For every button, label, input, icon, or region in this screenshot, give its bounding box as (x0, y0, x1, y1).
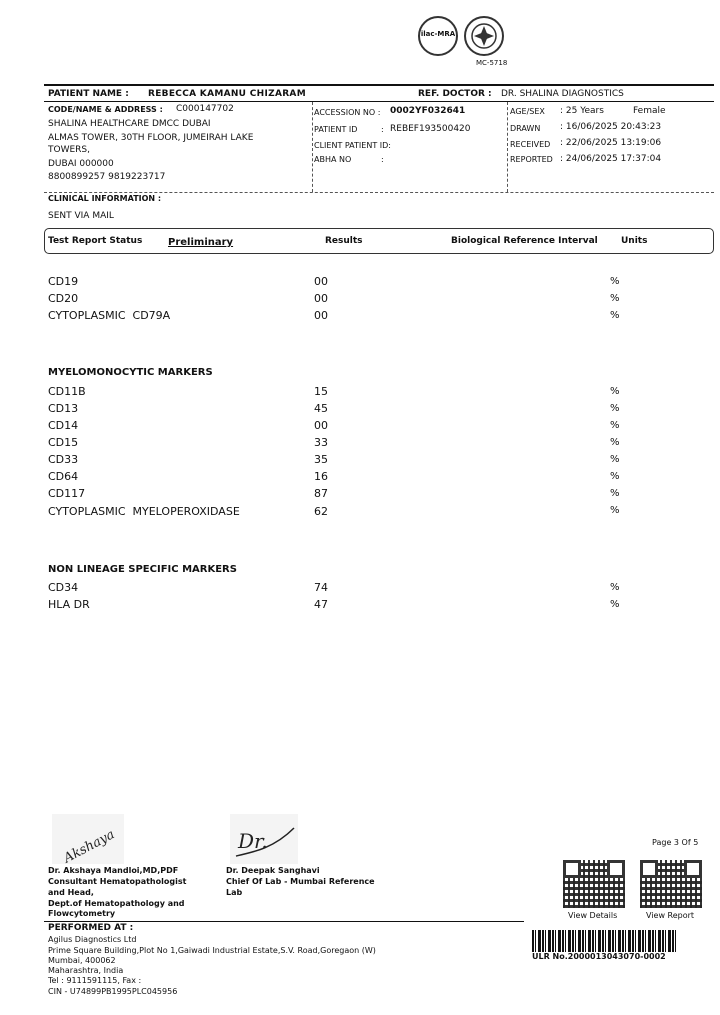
test-unit: % (610, 420, 620, 431)
status-value: Preliminary (168, 237, 234, 248)
test-unit: % (610, 599, 620, 610)
address-line-2: ALMAS TOWER, 30TH FLOOR, JUMEIRAH LAKE (48, 133, 254, 143)
units-header: Units (621, 236, 648, 246)
received-value: : 22/06/2025 13:19:06 (560, 138, 662, 148)
signatory-1-title-2: and Head, (48, 888, 94, 897)
test-unit: % (610, 386, 620, 397)
test-name: CD14 (48, 419, 79, 432)
patient-name-label: PATIENT NAME : (48, 89, 129, 99)
divider-v2 (507, 102, 508, 192)
performed-rule (44, 921, 524, 922)
test-result: 62 (314, 505, 328, 518)
view-report-link[interactable]: View Report (646, 911, 695, 920)
signatory-1-name: Dr. Akshaya Mandloi,MD,PDF (48, 866, 179, 875)
test-name: CD20 (48, 292, 79, 305)
signature-1 (52, 814, 124, 864)
reported-label: REPORTED (510, 155, 553, 164)
ref-doctor: DR. SHALINA DIAGNOSTICS (501, 89, 624, 99)
section-title-myelomonocytic: MYELOMONOCYTIC MARKERS (48, 367, 213, 378)
abha-label: ABHA NO (314, 155, 352, 164)
test-name: CD33 (48, 453, 79, 466)
signature-2 (230, 814, 298, 864)
drawn-value: : 16/06/2025 20:43:23 (560, 122, 662, 132)
test-result: 74 (314, 581, 328, 594)
nabl-logo (464, 16, 504, 56)
test-result: 35 (314, 453, 328, 466)
reported-value: : 24/06/2025 17:37:04 (560, 154, 662, 164)
divider-v1 (312, 102, 313, 192)
report-header-box (44, 228, 714, 254)
patient-id-value: REBEF193500420 (390, 124, 471, 134)
accession-label: ACCESSION NO : (314, 108, 381, 117)
address-line-4: DUBAI 000000 (48, 159, 114, 169)
received-label: RECEIVED (510, 140, 551, 149)
performed-line-2: Prime Square Building,Plot No 1,Gaiwadi Industrial Estate,S.V. Road,Goregaon (W) (48, 946, 376, 955)
test-result: 45 (314, 402, 328, 415)
address-line-5: 8800899257 9819223717 (48, 172, 166, 182)
accreditation-logo-text: ilac-MRA (420, 30, 456, 38)
test-name: CYTOPLASMIC CD79A (48, 309, 171, 322)
code-value: C000147702 (176, 104, 234, 114)
age-value: : 25 Years (560, 106, 604, 116)
signatory-2-name: Dr. Deepak Sanghavi (226, 866, 320, 875)
signatory-2-title-2: Lab (226, 888, 243, 897)
test-result: 33 (314, 436, 328, 449)
performed-line-5: Tel : 9111591115, Fax : (48, 976, 142, 985)
signatory-1-title-4: Flowcytometry (48, 909, 116, 918)
abha-sep: : (381, 155, 384, 164)
test-name: CD13 (48, 402, 79, 415)
ulr-number: ULR No.2000013043070-0002 (532, 952, 666, 961)
test-name: CYTOPLASMIC MYELOPEROXIDASE (48, 505, 240, 518)
test-result: 47 (314, 598, 328, 611)
signature-1-text: Akshaya (61, 827, 118, 864)
status-label: Test Report Status (48, 236, 143, 246)
test-unit: % (610, 403, 620, 414)
address-line-1: SHALINA HEALTHCARE DMCC DUBAI (48, 119, 211, 129)
ref-doctor-label: REF. DOCTOR : (418, 89, 492, 99)
test-name: CD11B (48, 385, 86, 398)
results-header: Results (325, 236, 363, 246)
test-unit: % (610, 454, 620, 465)
accreditation-logo (418, 16, 458, 56)
patient-id-label: PATIENT ID (314, 125, 358, 134)
age-sex-label: AGE/SEX (510, 107, 545, 116)
signatory-1-title-3: Dept.of Hematopathology and (48, 899, 185, 908)
drawn-label: DRAWN (510, 124, 541, 133)
test-unit: % (610, 293, 620, 304)
test-unit: % (610, 276, 620, 287)
performed-line-3: Mumbai, 400062 (48, 956, 116, 965)
test-unit: % (610, 437, 620, 448)
view-details-link[interactable]: View Details (568, 911, 618, 920)
test-name: CD19 (48, 275, 79, 288)
test-result: 00 (314, 309, 328, 322)
signature-2-text: Dr. (238, 829, 268, 853)
signatory-2-title-1: Chief Of Lab - Mumbai Reference (226, 877, 375, 886)
signatory-1-title-1: Consultant Hematopathologist (48, 877, 187, 886)
patient-name: REBECCA KAMANU CHIZARAM (148, 89, 306, 99)
patient-id-sep: : (381, 125, 384, 134)
clinical-info-label: CLINICAL INFORMATION : (48, 194, 162, 203)
performed-line-4: Maharashtra, India (48, 966, 124, 975)
sex-value: Female (633, 106, 666, 116)
test-unit: % (610, 310, 620, 321)
header-bottom-rule (44, 101, 714, 102)
test-result: 87 (314, 487, 328, 500)
accession-value: 0002YF032641 (390, 106, 466, 116)
section-title-non-lineage: NON LINEAGE SPECIFIC MARKERS (48, 564, 237, 575)
test-name: CD34 (48, 581, 79, 594)
test-name: CD15 (48, 436, 79, 449)
test-result: 16 (314, 470, 328, 483)
address-line-3: TOWERS, (48, 145, 90, 155)
test-unit: % (610, 471, 620, 482)
code-label: CODE/NAME & ADDRESS : (48, 105, 163, 114)
performed-line-6: CIN - U74899PB1995PLC045956 (48, 987, 178, 996)
bio-ref-header: Biological Reference Interval (451, 236, 598, 246)
test-unit: % (610, 488, 620, 499)
qr-view-report[interactable] (640, 860, 702, 908)
clinical-info-text: SENT VIA MAIL (48, 211, 114, 221)
qr-view-details[interactable] (563, 860, 625, 908)
divider-h1 (44, 192, 714, 193)
test-unit: % (610, 582, 620, 593)
test-name: CD64 (48, 470, 79, 483)
test-result: 00 (314, 419, 328, 432)
test-result: 00 (314, 275, 328, 288)
performed-line-1: Agilus Diagnostics Ltd (48, 935, 137, 944)
header-top-rule (44, 84, 714, 86)
client-patient-id-label: CLIENT PATIENT ID: (314, 141, 391, 150)
test-result: 15 (314, 385, 328, 398)
test-unit: % (610, 505, 620, 516)
test-name: HLA DR (48, 598, 90, 611)
test-result: 00 (314, 292, 328, 305)
barcode (532, 930, 678, 952)
performed-label: PERFORMED AT : (48, 923, 134, 933)
test-name: CD117 (48, 487, 86, 500)
page-number: Page 3 Of 5 (652, 838, 699, 847)
mc-number: MC-5718 (476, 59, 508, 67)
